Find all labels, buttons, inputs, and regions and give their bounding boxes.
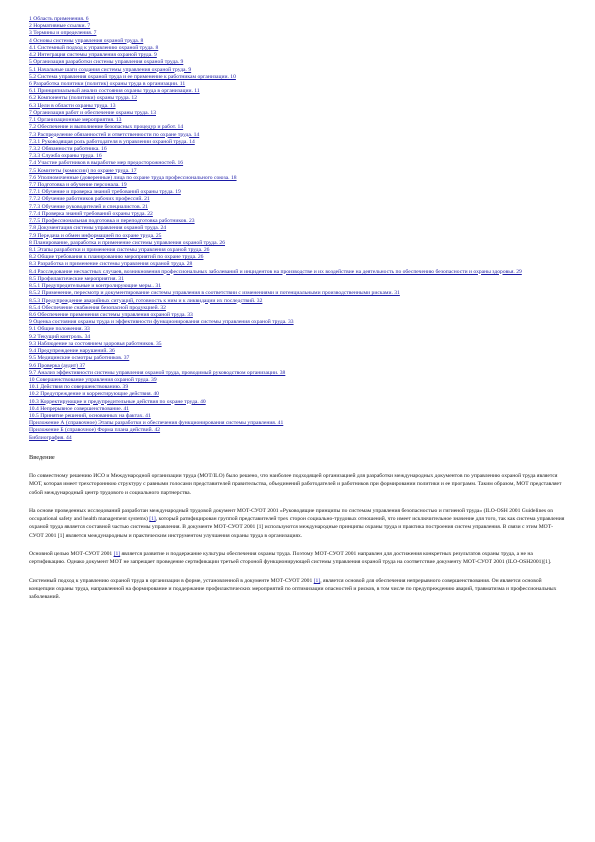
toc-entry: [29, 391, 567, 398]
toc-link[interactable]: 1 Область применения. 6: [29, 16, 89, 22]
toc-link[interactable]: 2 Нормативные ссылки. 7: [29, 23, 91, 30]
toc-entry: [29, 312, 567, 319]
bibliography-reference-link[interactable]: [1]: [113, 550, 121, 557]
toc-link[interactable]: 7.7 Подготовка и обучение персонала. 19: [29, 182, 127, 189]
toc-link[interactable]: 10 Совершенствование управления охраной труда. 39: [29, 376, 157, 383]
toc-entry: [29, 341, 567, 348]
paragraph-text: , является основой для обеспечения непрерывного совершенствования. Он является основой концепции охраны труда, направленной на формирование и поддержание профилактических мероприятий по оптимизации опасностей и рисков, в том числе по предупреждению аварий, травматизма и профессиональных заболеваний.: [29, 577, 557, 601]
toc-link[interactable]: 9.6 Проверка (аудит) 37: [29, 362, 86, 369]
toc-link[interactable]: 7.2 Обеспечение и выполнение безопасных процедур и работ. 14: [29, 124, 184, 131]
toc-link[interactable]: 10.4 Непрерывное совершенствование. 41: [29, 405, 130, 412]
toc-entry: [29, 269, 567, 276]
toc-entry: [29, 23, 567, 30]
toc-link[interactable]: 9.1 Общие положения. 33: [29, 326, 90, 333]
toc-link[interactable]: 8.1 Этапы разработки и применения системы управления охраной труда. 26: [29, 247, 210, 253]
toc-entry: [29, 146, 567, 153]
toc-link[interactable]: 7.6 Уполномоченные (доверенные) лица по охране труда профессионального союза. 18: [29, 174, 237, 181]
toc-entry: [29, 406, 567, 413]
toc-entry: [29, 355, 567, 362]
toc-entry: [29, 74, 567, 81]
bibliography-reference-link[interactable]: [1]: [313, 577, 321, 584]
toc-entry: [29, 334, 567, 341]
toc-entry: [29, 427, 567, 434]
toc-entry: [29, 168, 567, 175]
paragraph-text: , который ратифицирован группой представителей трех сторон социально-трудовых отношений, что имеет исключительное значение для того, так как система управления охраной труда является составной частью системы управления. В документе МОТ-СУОТ 2001 [1] используются международные принципы охраны труда и практика построения систем управления. В связи с этим МОТ-СУОТ 2001 [1] является международным и практическим инструментом улучшения охраны труда в организациях.: [29, 516, 565, 539]
toc-link[interactable]: 10.5 Принятие решений, основанных на фактах. 41: [29, 413, 151, 420]
toc-entry: [29, 254, 567, 261]
toc-entry: [29, 103, 567, 110]
intro-heading: Введение: [29, 453, 55, 461]
toc-link[interactable]: 7.8 Документация системы управления охраной труда. 24: [29, 225, 167, 232]
document-page: [29, 16, 567, 601]
paragraph-text: является развитие и поддержание культуры обеспечения охраны труда. Поэтому МОТ-СУОТ 2001 направлен для достижения конкретных результатов охраны труда, а не на сертификацию. Однако документ МОТ не запрещает проведение сертификации третьей стороной функционирующей системы управления охраной труда на соответствие документу МОТ-СУОТ 2001 (ILO-OSH2001)[1].: [29, 550, 552, 566]
toc-link[interactable]: 7.3.2 Обязанности работника. 16: [29, 145, 107, 152]
toc-entry: [29, 261, 567, 268]
toc-link[interactable]: 8 Планирование, разработка и применение системы управления охраной труда. 26: [29, 239, 226, 246]
toc-link[interactable]: 6.3 Цели в области охраны труда. 13: [29, 102, 116, 109]
table-of-contents: [29, 16, 567, 442]
intro-paragraph-4: [29, 577, 567, 602]
toc-link[interactable]: 8.5.2 Применение, пересмотр и документирование системы управления в соответствии с изменениями и потенциальными производственными рисками. 31: [29, 290, 400, 297]
toc-link[interactable]: 6.1 Принципиальный анализ состояния охраны труда в организации. 11: [29, 88, 200, 95]
intro-paragraph-3: [29, 550, 567, 567]
toc-link[interactable]: 9.3 Наблюдение за состоянием здоровья работников. 35: [29, 340, 162, 347]
toc-link[interactable]: Приложение Б (справочное) Форма плана действий. 42: [29, 427, 161, 434]
toc-link[interactable]: 7.7.1 Обучение и проверка знаний требований охраны труда. 19: [29, 189, 181, 196]
toc-entry: [29, 290, 567, 297]
toc-link[interactable]: 7.4 Участие работников в выработке мер предосторожностей. 16: [29, 160, 184, 167]
toc-link[interactable]: 8.6 Обеспечение применения системы управления охраной труда. 33: [29, 311, 193, 318]
toc-link[interactable]: 5.1 Начальные шаги создания системы управления охраной труда. 9: [29, 66, 192, 73]
toc-entry: [29, 196, 567, 203]
toc-entry: [29, 233, 567, 240]
toc-link[interactable]: 5.2 Система управления охраной труда и ее применение к работникам организации. 10: [29, 73, 236, 80]
toc-link[interactable]: 8.3 Разработка и применение системы управления охраной труда. 28: [29, 261, 193, 268]
toc-entry: [29, 67, 567, 74]
intro-paragraph-2: [29, 507, 567, 540]
toc-entry: [29, 52, 567, 59]
toc-entry: [29, 139, 567, 146]
toc-link[interactable]: 7.3.1 Руководящая роль работодателя в управлении охраной труда. 14: [29, 138, 195, 145]
toc-entry: [29, 384, 567, 391]
toc-entry: [29, 298, 567, 305]
toc-entry: [29, 117, 567, 124]
toc-entry: [29, 377, 567, 384]
bibliography-reference-link[interactable]: [1]: [149, 516, 156, 523]
toc-entry: [29, 276, 567, 283]
toc-entry: [29, 319, 567, 326]
toc-link[interactable]: 8.4 Расследование несчастных случаев, возникновения профессиональных заболеваний и инцидентов на производстве и их воздействие на деятельность по обеспечению безопасности и охраны здоровья. 29: [29, 268, 522, 275]
toc-link[interactable]: 8.2 Общие требования к планированию мероприятий по охране труда. 26: [29, 254, 204, 261]
toc-entry: [29, 240, 567, 247]
paragraph-text: На основе проведенных исследований разработан международный трудовой документ МОТ-СУОТ 2001 «Руководящие принципы по системам управления безопасностью и гигиеной труда» (ILO-OSH 2001 Guidelines on occupational safety and health management systems): [29, 507, 554, 523]
toc-entry: [29, 420, 567, 427]
toc-entry: [29, 16, 567, 23]
toc-link[interactable]: Приложение А (справочное) Этапы разработки и обеспечения функционирования системы управления. 41: [29, 420, 284, 427]
toc-link[interactable]: 10.3 Корректирующие и предупредительные действия по охране труда. 40: [29, 398, 206, 405]
toc-entry: [29, 30, 567, 37]
toc-entry: [29, 160, 567, 167]
toc-entry: [29, 363, 567, 370]
toc-entry: [29, 153, 567, 160]
toc-link[interactable]: 9.7 Анализ эффективности системы управления охраной труда, проводимый руководством организации. 38: [29, 369, 286, 376]
toc-entry: [29, 175, 567, 182]
toc-entry: [29, 110, 567, 117]
toc-link[interactable]: 4 Основы системы управления охраной труда. 8: [29, 37, 144, 44]
toc-link[interactable]: Библиография. 44: [29, 434, 72, 441]
toc-link[interactable]: 7.7.4 Проверка знаний требований охраны труда. 22: [29, 210, 153, 217]
toc-entry: [29, 59, 567, 66]
toc-link[interactable]: 8.5 Профилактические мероприятия. 31: [29, 275, 124, 282]
toc-link[interactable]: 9.4 Предупреждение нарушений. 36: [29, 348, 115, 355]
toc-link[interactable]: 5 Организация разработки системы управления охраной труда. 9: [29, 59, 184, 66]
toc-entry: [29, 45, 567, 52]
toc-link[interactable]: 7 Организация работ и обеспечение охраны труда. 13: [29, 109, 156, 116]
toc-entry: [29, 211, 567, 218]
toc-entry: [29, 435, 567, 442]
toc-entry: [29, 182, 567, 189]
toc-entry: [29, 283, 567, 290]
toc-link[interactable]: 4.2 Интеграция системы управления охраной труда. 9: [29, 52, 157, 59]
toc-entry: [29, 81, 567, 88]
toc-entry: [29, 225, 567, 232]
toc-entry: [29, 204, 567, 211]
toc-link[interactable]: 7.1 Организационные мероприятия. 13: [29, 117, 122, 124]
toc-link[interactable]: 8.5.4 Обеспечение снабжения безопасной продукцией. 32: [29, 304, 166, 311]
toc-link[interactable]: 9 Оценка состояния охраны труда и эффективности функционирования системы управления охраной труда. 33: [29, 319, 294, 326]
toc-link[interactable]: 7.5 Комитеты (комиссии) по охране труда. 17: [29, 167, 137, 174]
toc-link[interactable]: 7.7.3 Обучение руководителей и специалистов. 21: [29, 203, 148, 210]
toc-entry: [29, 326, 567, 333]
toc-link[interactable]: 9.5 Медицинские осмотры работников. 37: [29, 355, 130, 362]
toc-entry: [29, 95, 567, 102]
toc-entry: [29, 88, 567, 95]
toc-link[interactable]: 7.7.5 Профессиональная подготовка и переподготовка работников. 23: [29, 218, 195, 225]
toc-link[interactable]: 8.5.3 Предупреждение аварийных ситуаций, готовность к ним и к ликвидации их последствий. 32: [29, 297, 263, 304]
toc-entry: [29, 305, 567, 312]
toc-link[interactable]: 3 Термины и определения. 7: [29, 30, 97, 37]
intro-paragraph-1: [29, 472, 567, 497]
toc-link[interactable]: 7.3.3 Служба охраны труда. 16: [29, 153, 102, 160]
toc-link[interactable]: 6.2 Компоненты (политики) охраны труда. 12: [29, 95, 137, 102]
toc-entry: [29, 348, 567, 355]
toc-link[interactable]: 4.1 Системный подход к управлению охраной труда. 8: [29, 44, 159, 51]
paragraph-text: По совместному решению ИСО и Международной организации труда (МОТ/ILO) было решено, что наиболее подходящей организацией для разработки международных документов по управлению охраной труда является МОТ, которая имеет трехстороннюю структуру с равными голосами представителей правительства, объединений работодателей и работников при формировании политики и ее программ. Таким образом, МОТ представляет собой международный центр трудового и социального партнерства.: [29, 472, 562, 496]
toc-link[interactable]: 10.2 Предупреждение и корректирующие действия. 40: [29, 391, 159, 398]
toc-entry: [29, 413, 567, 420]
paragraph-text: Системный подход к управлению охраной труда в организации в форме, установленной в документе МОТ-СУОТ 2001: [29, 577, 314, 584]
toc-entry: [29, 124, 567, 131]
paragraph-text: Основной целью МОТ-СУОТ 2001: [29, 550, 114, 557]
toc-link[interactable]: 8.5.1 Предупредительные и контролирующие меры.. 31: [29, 283, 162, 290]
toc-entry: [29, 189, 567, 196]
toc-entry: [29, 370, 567, 377]
toc-link[interactable]: 7.9 Передача и обмен информацией по охране труда. 25: [29, 232, 162, 239]
toc-entry: [29, 399, 567, 406]
toc-entry: [29, 218, 567, 225]
toc-link[interactable]: 7.7.2 Обучение работников рабочих профессий. 21: [29, 196, 150, 203]
toc-link[interactable]: 9.2 Текущий контроль. 34: [29, 333, 91, 340]
toc-link[interactable]: 7.3 Распределение обязанностей и ответственности по охране труда. 14: [29, 131, 200, 138]
toc-entry: [29, 247, 567, 254]
toc-entry: [29, 132, 567, 139]
toc-link[interactable]: 10.1 Действия по совершенствованию. 39: [29, 384, 129, 391]
toc-link[interactable]: 6 Разработка политики (политик) охраны труда в организации. 11: [29, 80, 186, 87]
toc-entry: [29, 38, 567, 45]
